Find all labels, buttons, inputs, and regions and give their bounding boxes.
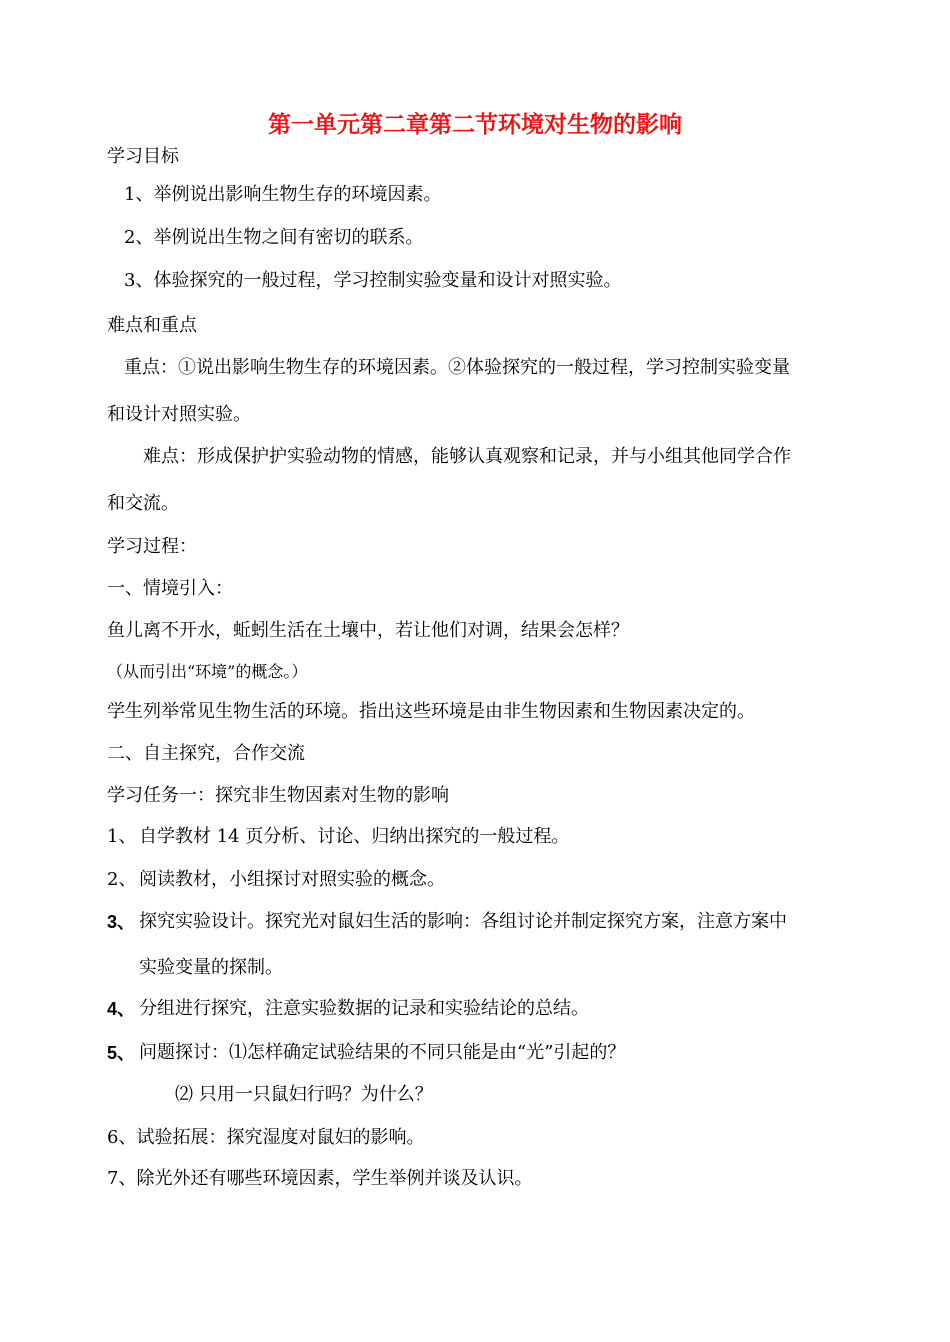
objective-item-2: 2、举例说出生物之间有密切的联系。 bbox=[124, 227, 424, 248]
difficulty-line-1: 难点：形成保护护实验动物的情感，能够认真观察和记录，并与小组其他同学合作 bbox=[143, 446, 791, 467]
section-2-heading: 二、自主探究，合作交流 bbox=[107, 743, 305, 764]
step-3-number: 3、 bbox=[107, 912, 136, 932]
objective-item-3: 3、体验探究的一般过程，学习控制实验变量和设计对照实验。 bbox=[124, 270, 622, 291]
step-2-text: 阅读教材，小组探讨对照实验的概念。 bbox=[139, 869, 445, 890]
objective-item-1: 1、举例说出影响生物生存的环境因素。 bbox=[124, 184, 442, 205]
step-7: 7、除光外还有哪些环境因素，学生举例并谈及认识。 bbox=[107, 1168, 533, 1189]
step-1-number: 1、 bbox=[107, 826, 137, 847]
focus-line-1: 重点：①说出影响生物生存的环境因素。②体验探究的一般过程，学习控制实验变量 bbox=[124, 357, 790, 378]
document-title: 第一单元第二章第二节环境对生物的影响 bbox=[268, 111, 682, 138]
step-4-text: 分组进行探究，注意实验数据的记录和实验结论的总结。 bbox=[139, 998, 589, 1019]
intro-question: 鱼儿离不开水，蚯蚓生活在土壤中，若让他们对调，结果会怎样？ bbox=[107, 620, 629, 641]
step-3-continuation: 实验变量的探制。 bbox=[139, 957, 283, 978]
step-4-number: 4、 bbox=[107, 999, 136, 1019]
step-6: 6、试验拓展：探究湿度对鼠妇的影响。 bbox=[107, 1127, 425, 1148]
task-1-heading: 学习任务一：探究非生物因素对生物的影响 bbox=[107, 785, 449, 806]
step-5-number: 5、 bbox=[107, 1043, 136, 1063]
focus-line-2: 和设计对照实验。 bbox=[107, 404, 251, 425]
key-points-heading: 难点和重点 bbox=[107, 315, 197, 336]
difficulty-line-2: 和交流。 bbox=[107, 493, 179, 514]
step-3-text: 探究实验设计。探究光对鼠妇生活的影响：各组讨论并制定探究方案，注意方案中 bbox=[139, 911, 787, 932]
intro-note: （从而引出“环境”的概念。） bbox=[107, 662, 308, 681]
step-5-text: 问题探讨：⑴怎样确定试验结果的不同只能是由“光”引起的？ bbox=[139, 1042, 626, 1063]
section-1-heading: 一、情境引入： bbox=[107, 578, 233, 599]
process-heading: 学习过程： bbox=[107, 536, 197, 557]
intro-explain: 学生列举常见生物生活的环境。指出这些环境是由非生物因素和生物因素决定的。 bbox=[107, 701, 755, 722]
step-5-subquestion: ⑵ 只用一只鼠妇行吗？为什么？ bbox=[175, 1084, 433, 1105]
objectives-heading: 学习目标 bbox=[107, 146, 179, 167]
step-2-number: 2、 bbox=[107, 869, 137, 890]
step-1-text: 自学教材 14 页分析、讨论、归纳出探究的一般过程。 bbox=[139, 826, 570, 847]
